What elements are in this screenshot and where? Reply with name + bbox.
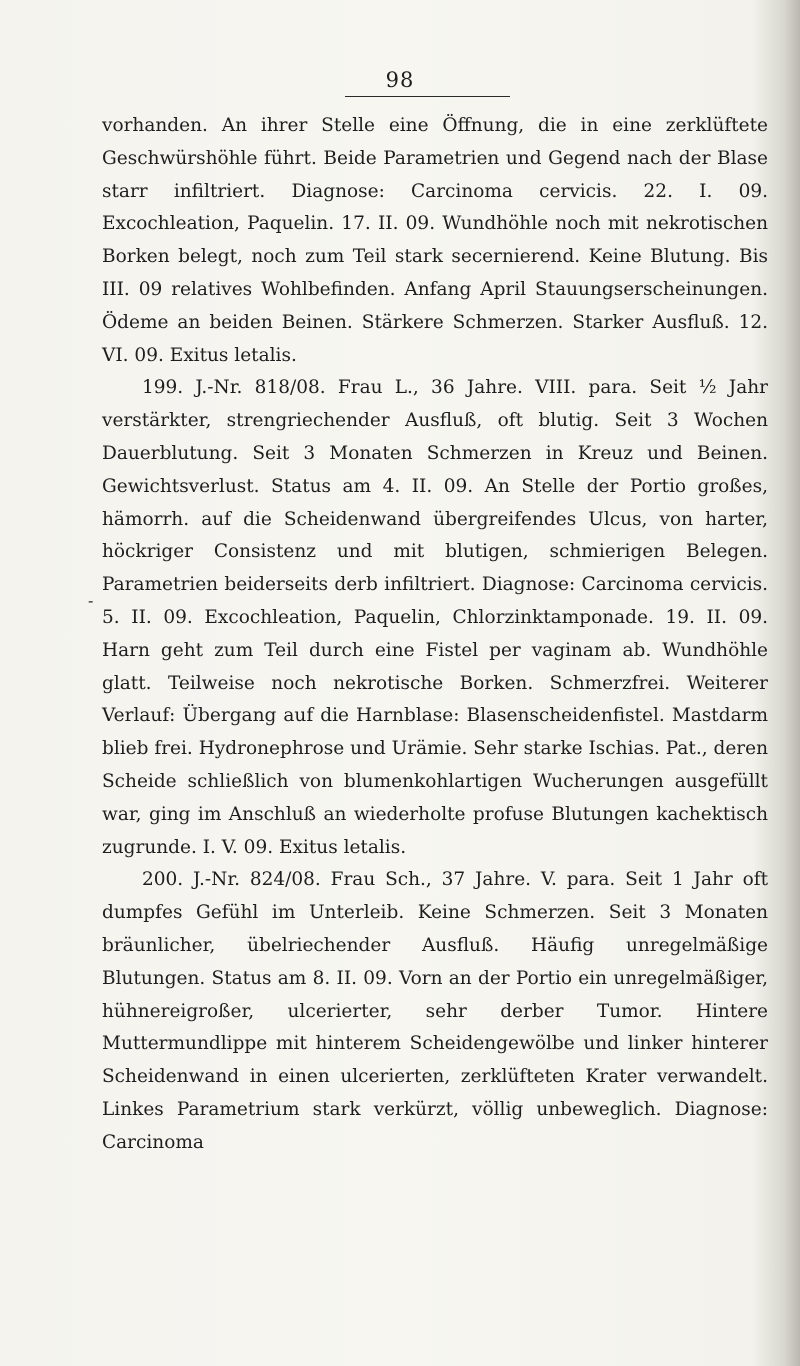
margin-mark: - [88, 591, 94, 610]
page-number-rule [345, 96, 510, 97]
paragraph-continuation: vorhanden. An ihrer Stelle eine Öffnung, die in eine zerklüftete Geschwürshöhle führt. Beide Parametrien und Gegend nach der Blase starr infiltriert. Diagnose: Carcinoma cervicis. 22. I. 09. Excochleation, Paquelin. 17. II. 09. Wundhöhle noch mit nekrotischen Borken belegt, noch zum Teil stark secernierend. Keine Blutung. Bis III. 09 relatives Wohlbefinden. Anfang April Stauungserscheinungen. Ödeme an beiden Beinen. Stärkere Schmerzen. Starker Ausfluß. 12. VI. 09. Exitus letalis. [102, 115, 768, 366]
page-number: 98 [385, 68, 415, 92]
paragraph-case-199: 199. J.-Nr. 818/08. Frau L., 36 Jahre. VIII. para. Seit ½ Jahr verstärkter, strengriechender Ausfluß, oft blutig. Seit 3 Wochen Dauerblutung. Seit 3 Monaten Schmerzen in Kreuz und Beinen. Gewichtsverlust. Status am 4. II. 09. An Stelle der Portio großes, hämorrh. auf die Scheidenwand übergreifendes Ulcus, von harter, höckriger Consistenz und mit blutigen, schmierigen Belegen. Parametrien beiderseits derb infiltriert. Diagnose: Carcinoma cervicis. 5. II. 09. Excochleation, Paquelin, Chlorzinktamponade. 19. II. 09. Harn geht zum Teil durch eine Fistel per vaginam ab. Wundhöhle glatt. Teilweise noch nekrotische Borken. Schmerzfrei. Weiterer Verlauf: Übergang auf die Harnblase: Blasenscheidenfistel. Mastdarm blieb frei. Hydronephrose und Urämie. Sehr starke Ischias. Pat., deren Scheide schließlich von blumenkohlartigen Wucherungen ausgefüllt war, ging im Anschluß an wiederholte profuse Blutungen kachektisch zugrunde. I. V. 09. Exitus letalis. [102, 377, 768, 858]
paragraph-case-200: 200. J.-Nr. 824/08. Frau Sch., 37 Jahre. V. para. Seit 1 Jahr oft dumpfes Gefühl im Unterleib. Keine Schmerzen. Seit 3 Monaten bräunlicher, übelriechender Ausfluß. Häufig unregelmäßige Blutungen. Status am 8. II. 09. Vorn an der Portio ein unregelmäßiger, hühnereigroßer, ulcerierter, sehr derber Tumor. Hintere Muttermundlippe mit hinterem Scheidengewölbe und linker hinterer Scheidenwand in einen ulcerierten, zerklüfteten Krater verwandelt. Linkes Parametrium stark verkürzt, völlig unbeweglich. Diagnose: Carcinoma [102, 869, 768, 1153]
body-text [102, 110, 768, 1160]
